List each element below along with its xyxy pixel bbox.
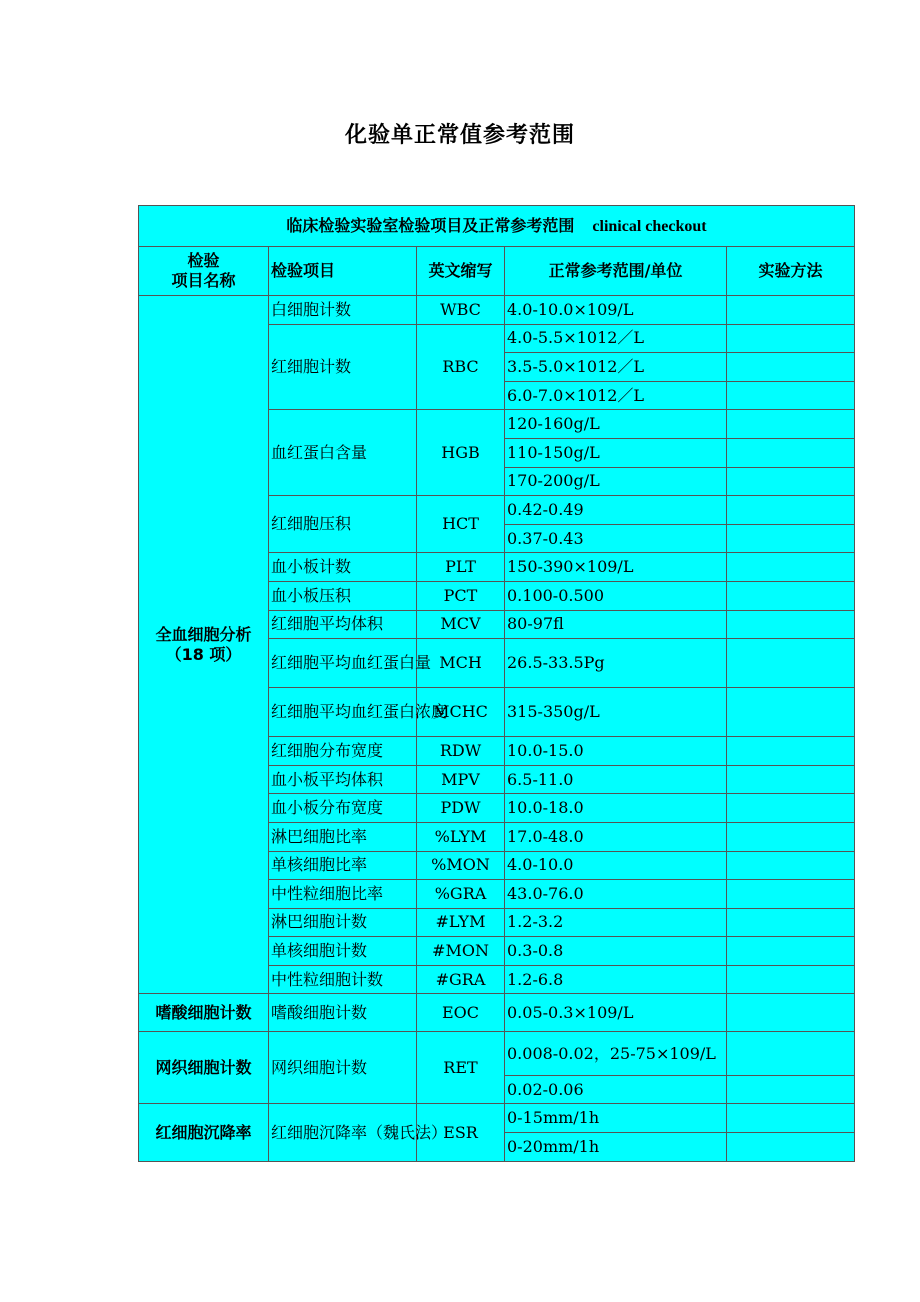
item-name-cell: 红细胞平均体积 (269, 610, 417, 639)
range-cell: 0-20mm/1h (505, 1133, 727, 1162)
method-cell (727, 765, 855, 794)
item-name-cell: 淋巴细胞计数 (269, 908, 417, 937)
table-title-en: clinical checkout (592, 217, 707, 235)
method-cell (727, 1133, 855, 1162)
method-cell (727, 296, 855, 325)
col-header-group-line: 检验 (187, 251, 220, 270)
item-name-cell: 嗜酸细胞计数 (269, 994, 417, 1032)
item-name-cell: 单核细胞比率 (269, 851, 417, 880)
item-abbr-cell: %MON (417, 851, 505, 880)
item-name-cell: 红细胞计数 (269, 324, 417, 410)
method-cell (727, 737, 855, 766)
range-cell: 120-160g/L (505, 410, 727, 439)
col-header-item: 检验项目 (269, 247, 417, 296)
range-cell: 0-15mm/1h (505, 1104, 727, 1133)
item-name-cell: 红细胞分布宽度 (269, 737, 417, 766)
table-row (139, 296, 855, 325)
method-cell (727, 324, 855, 353)
method-cell (727, 639, 855, 688)
method-cell (727, 496, 855, 525)
range-cell: 4.0-10.0×109/L (505, 296, 727, 325)
item-name-cell: 白细胞计数 (269, 296, 417, 325)
method-cell (727, 822, 855, 851)
method-cell (727, 553, 855, 582)
item-name-cell: 血小板分布宽度 (269, 794, 417, 823)
item-abbr-cell: MPV (417, 765, 505, 794)
range-cell: 80-97fl (505, 610, 727, 639)
page-title: 化验单正常值参考范围 (344, 123, 575, 148)
table-title-row (139, 206, 855, 247)
column-header-row (139, 247, 855, 296)
group-name-cell (139, 296, 269, 994)
range-cell: 0.02-0.06 (505, 1076, 727, 1104)
item-abbr-cell: EOC (417, 994, 505, 1032)
range-cell: 0.42-0.49 (505, 496, 727, 525)
table-row (139, 1104, 855, 1133)
group-name-line: 全血细胞分析 (155, 624, 252, 644)
method-cell (727, 1032, 855, 1076)
method-cell (727, 937, 855, 966)
item-name-cell: 血小板计数 (269, 553, 417, 582)
col-header-group-line: 项目名称 (171, 271, 236, 290)
range-cell: 1.2-3.2 (505, 908, 727, 937)
range-cell: 17.0-48.0 (505, 822, 727, 851)
range-cell: 150-390×109/L (505, 553, 727, 582)
item-abbr-cell: #GRA (417, 965, 505, 994)
item-abbr-cell: MCHC (417, 688, 505, 737)
group-name-cell (139, 994, 269, 1032)
group-name-line: 网织细胞计数 (155, 1057, 252, 1077)
item-abbr-cell: HGB (417, 410, 505, 496)
item-name-cell: 淋巴细胞比率 (269, 822, 417, 851)
range-cell: 110-150g/L (505, 438, 727, 467)
method-cell (727, 410, 855, 439)
item-abbr-cell: RDW (417, 737, 505, 766)
method-cell (727, 1076, 855, 1104)
method-cell (727, 524, 855, 553)
item-abbr-cell: PDW (417, 794, 505, 823)
item-name-cell: 红细胞压积 (269, 496, 417, 553)
range-cell: 6.5-11.0 (505, 765, 727, 794)
item-name-cell: 单核细胞计数 (269, 937, 417, 966)
range-cell: 43.0-76.0 (505, 880, 727, 909)
reference-range-table (138, 205, 855, 1162)
range-cell: 315-350g/L (505, 688, 727, 737)
method-cell (727, 880, 855, 909)
item-name-cell: 网织细胞计数 (269, 1032, 417, 1104)
range-cell: 3.5-5.0×1012／L (505, 353, 727, 382)
table-row (139, 994, 855, 1032)
group-name-line: 红细胞沉降率 (155, 1122, 252, 1142)
method-cell (727, 794, 855, 823)
range-cell: 0.05-0.3×109/L (505, 994, 727, 1032)
method-cell (727, 353, 855, 382)
item-name-cell: 中性粒细胞计数 (269, 965, 417, 994)
method-cell (727, 851, 855, 880)
col-header-group (139, 247, 269, 296)
table-row (139, 1032, 855, 1076)
item-abbr-cell: WBC (417, 296, 505, 325)
col-header-method: 实验方法 (727, 247, 855, 296)
range-cell: 0.37-0.43 (505, 524, 727, 553)
group-name-cell (139, 1104, 269, 1161)
range-cell: 0.008-0.02，25-75×109/L (505, 1032, 727, 1076)
item-abbr-cell: #MON (417, 937, 505, 966)
table-title-cn: 临床检验实验室检验项目及正常参考范围 (286, 215, 575, 235)
group-name-line: 嗜酸细胞计数 (155, 1002, 252, 1022)
item-abbr-cell: #LYM (417, 908, 505, 937)
col-header-abbr: 英文缩写 (417, 247, 505, 296)
range-cell: 10.0-18.0 (505, 794, 727, 823)
item-abbr-cell: %GRA (417, 880, 505, 909)
item-abbr-cell: ESR (417, 1104, 505, 1161)
col-header-range: 正常参考范围/单位 (505, 247, 727, 296)
group-name-line: （18 项） (165, 644, 242, 664)
item-abbr-cell: PCT (417, 581, 505, 610)
range-cell: 4.0-10.0 (505, 851, 727, 880)
item-abbr-cell: PLT (417, 553, 505, 582)
item-abbr-cell: RET (417, 1032, 505, 1104)
item-name-cell: 血红蛋白含量 (269, 410, 417, 496)
item-abbr-cell: RBC (417, 324, 505, 410)
item-abbr-cell: %LYM (417, 822, 505, 851)
method-cell (727, 381, 855, 410)
range-cell: 170-200g/L (505, 467, 727, 496)
item-abbr-cell: HCT (417, 496, 505, 553)
table-title (139, 206, 855, 247)
method-cell (727, 467, 855, 496)
item-abbr-cell: MCH (417, 639, 505, 688)
range-cell: 10.0-15.0 (505, 737, 727, 766)
item-name-cell: 中性粒细胞比率 (269, 880, 417, 909)
method-cell (727, 908, 855, 937)
range-cell: 4.0-5.5×1012／L (505, 324, 727, 353)
method-cell (727, 438, 855, 467)
item-name-cell: 红细胞平均血红蛋白量 (269, 639, 417, 688)
method-cell (727, 994, 855, 1032)
item-abbr-cell: MCV (417, 610, 505, 639)
method-cell (727, 610, 855, 639)
range-cell: 1.2-6.8 (505, 965, 727, 994)
range-cell: 0.100-0.500 (505, 581, 727, 610)
item-name-cell: 血小板压积 (269, 581, 417, 610)
method-cell (727, 1104, 855, 1133)
method-cell (727, 581, 855, 610)
item-name-cell: 血小板平均体积 (269, 765, 417, 794)
method-cell (727, 688, 855, 737)
range-cell: 26.5-33.5Pg (505, 639, 727, 688)
range-cell: 6.0-7.0×1012／L (505, 381, 727, 410)
item-name-cell: 红细胞沉降率（魏氏法） (269, 1104, 417, 1161)
group-name-cell (139, 1032, 269, 1104)
item-name-cell: 红细胞平均血红蛋白浓度 (269, 688, 417, 737)
range-cell: 0.3-0.8 (505, 937, 727, 966)
method-cell (727, 965, 855, 994)
